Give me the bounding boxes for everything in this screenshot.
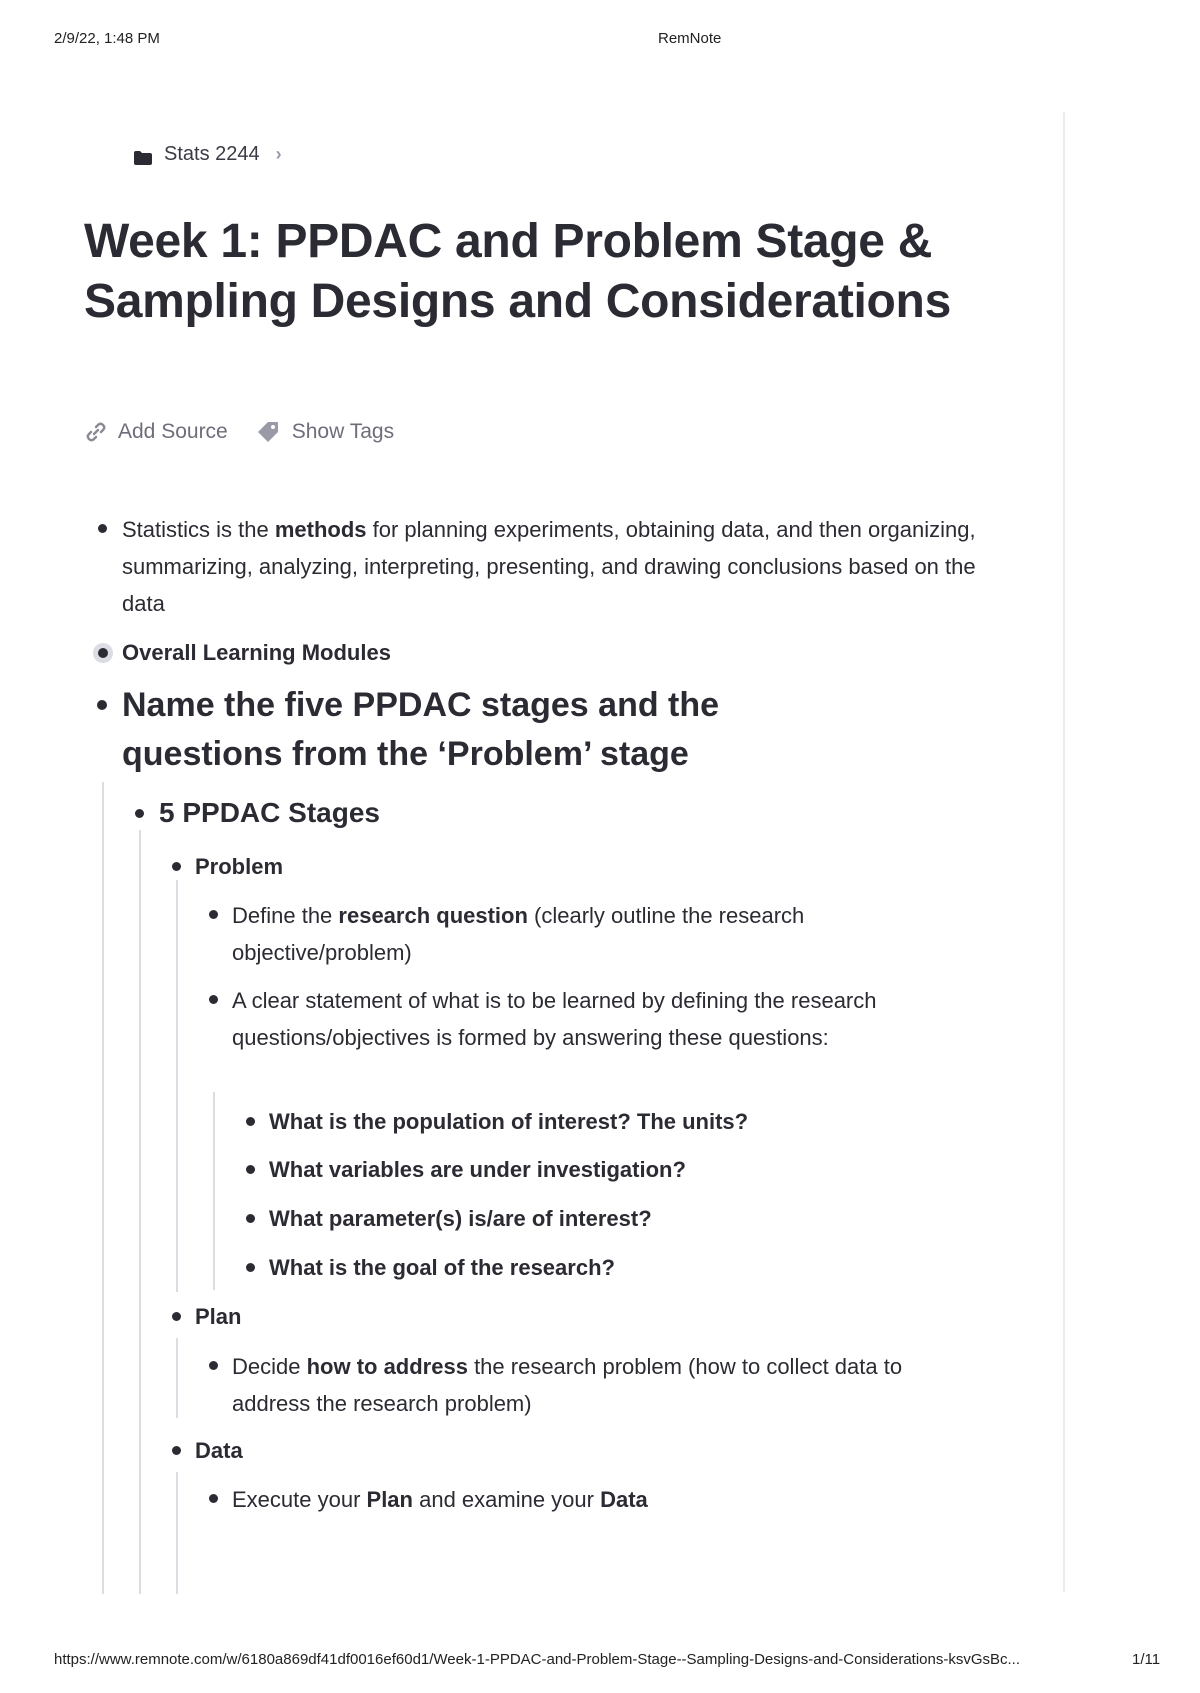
print-app-name: RemNote: [658, 30, 722, 47]
indent-guide-questions: [213, 1092, 215, 1290]
bullet-dot[interactable]: [246, 1263, 255, 1272]
list-item-text: Statistics is the methods for planning experiments, obtaining data, and then organizing, summarizing, analyzing, interpreting, presenting, and drawing conclusions based on the data: [122, 517, 976, 616]
bullet-dot[interactable]: [97, 700, 107, 710]
list-item-text: What parameter(s) is/are of interest?: [269, 1206, 652, 1231]
bullet-dot[interactable]: [98, 648, 108, 658]
document-meta-bar: [86, 420, 422, 444]
breadcrumb-folder-label[interactable]: Stats 2244: [164, 143, 260, 165]
list-item-text: What is the goal of the research?: [269, 1255, 615, 1280]
print-page-number: 1/11: [1132, 1651, 1161, 1668]
indent-guide-data: [176, 1472, 178, 1594]
folder-icon: [134, 148, 152, 162]
bullet-dot[interactable]: [246, 1117, 255, 1126]
bullet-dot[interactable]: [246, 1214, 255, 1223]
bullet-dot[interactable]: [209, 910, 218, 919]
add-source-button[interactable]: [86, 420, 228, 444]
add-source-label: Add Source: [118, 420, 228, 443]
bullet-dot[interactable]: [172, 862, 181, 871]
show-tags-label: Show Tags: [291, 420, 395, 443]
right-divider: [1063, 112, 1065, 1592]
bullet-dot[interactable]: [135, 809, 144, 818]
bullet-dot[interactable]: [209, 1361, 218, 1370]
print-url: https://www.remnote.com/w/6180a869df41df0016ef60d1/Week-1-PPDAC-and-Problem-Stage--Sampling-Designs-and-Considerations-ksvGsBc...: [54, 1651, 1021, 1668]
print-date: 2/9/22, 1:48 PM: [54, 30, 160, 47]
list-item-text: Problem: [195, 854, 284, 879]
bullet-dot[interactable]: [209, 1494, 218, 1503]
list-item-text: Plan: [195, 1304, 242, 1329]
indent-guide-level-1: [102, 782, 104, 1594]
indent-guide-level-2: [139, 830, 141, 1594]
bullet-dot[interactable]: [172, 1446, 181, 1455]
list-item-text: Name the five PPDAC stages and the questions from the ‘Problem’ stage: [122, 686, 720, 773]
indent-guide-plan: [176, 1338, 178, 1418]
page-title[interactable]: Week 1: PPDAC and Problem Stage & Sampling Designs and Considerations: [84, 215, 951, 328]
list-item-text: A clear statement of what is to be learned by defining the research questions/objectives is formed by answering these questions:: [232, 988, 877, 1050]
bullet-dot[interactable]: [246, 1165, 255, 1174]
bullet-dot[interactable]: [172, 1312, 181, 1321]
show-tags-button[interactable]: [256, 420, 394, 444]
list-item-text: Execute your Plan and examine your Data: [232, 1487, 648, 1512]
chevron-right-icon: ›: [275, 144, 282, 164]
bullet-dot[interactable]: [209, 995, 218, 1004]
tag-icon: [256, 420, 280, 444]
list-item-text: Define the research question (clearly outline the research objective/problem): [232, 903, 805, 965]
bullet-dot[interactable]: [98, 524, 107, 533]
list-item-text: 5 PPDAC Stages: [159, 797, 380, 828]
list-item-text: Decide how to address the research problem (how to collect data to address the research problem): [232, 1354, 903, 1416]
indent-guide-problem: [176, 880, 178, 1292]
list-item-text: Data: [195, 1438, 243, 1463]
link-icon: [86, 422, 106, 442]
list-item-text: What is the population of interest? The units?: [269, 1109, 749, 1134]
list-item-text: Overall Learning Modules: [122, 640, 391, 665]
breadcrumb[interactable]: [134, 143, 282, 166]
list-item-text: What variables are under investigation?: [269, 1157, 686, 1182]
